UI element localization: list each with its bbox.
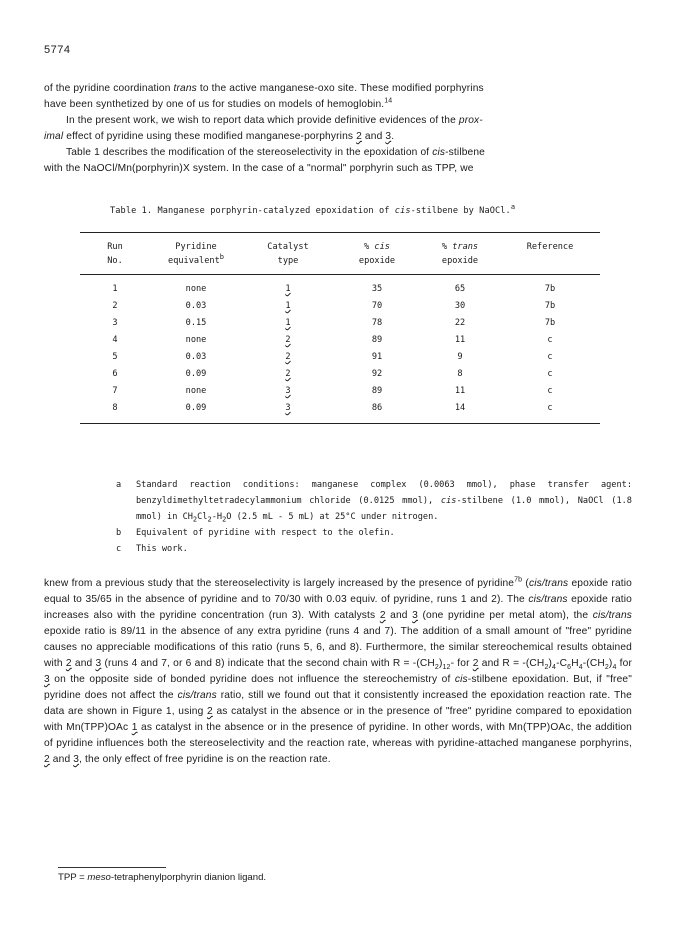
cell-pyridine: 0.09 [185,403,207,413]
cell-catalyst: 1 [285,284,291,294]
intro-paragraph [44,81,632,177]
cell-run: 3 [112,318,118,328]
header-run: Run [107,242,123,252]
table-row [80,349,600,366]
text-line: Table 1 describes the modification of the stereoselectivity in the epoxidation of cis-stilbene [66,147,485,158]
cell-catalyst: 1 [285,318,291,328]
cell-catalyst: 3 [285,403,291,413]
cell-trans: 30 [454,301,466,311]
table-row [80,383,600,400]
cell-run: 4 [112,335,118,345]
page-number: 5774 [44,44,71,56]
cell-trans: 65 [454,284,466,294]
header-reference: Reference [526,242,574,252]
cell-cis: 86 [371,403,383,413]
cell-trans: 14 [454,403,466,413]
cell-cis: 91 [371,352,383,362]
footnote: TPP = meso-tetraphenylporphyrin dianion ligand. [58,872,267,883]
table-notes [116,477,632,557]
header-pyridine: Pyridine [175,242,217,252]
table-caption: Table 1. Manganese porphyrin-catalyzed epoxidation of cis-stilbene by NaOCl.$^a$ [110,203,516,216]
cell-reference: 7b [544,301,556,311]
cell-cis: 70 [371,301,383,311]
header-trans-sub: epoxide [441,256,479,266]
cell-cis: 89 [371,386,383,396]
cell-cis: 92 [371,369,383,379]
text-line: of the pyridine coordination trans to the active manganese-oxo site. These modified porphyrins [44,83,484,94]
cell-pyridine: none [185,335,207,345]
header-trans: % trans [441,242,479,252]
header-reference-sub [500,254,600,275]
cell-reference: c [547,386,553,396]
cell-pyridine: 0.03 [185,352,207,362]
header-cis: % cis [364,242,390,252]
cell-catalyst: 2 [285,352,291,362]
cell-trans: 22 [454,318,466,328]
cell-cis: 35 [371,284,383,294]
cell-run: 8 [112,403,118,413]
cell-reference: c [547,335,553,345]
text-line: with the NaOCl/Mn(porphyrin)X system. In the case of a "normal" porphyrin such as TPP, we [44,163,474,174]
discussion-paragraph: knew from a previous study that the stereoselectivity is largely increased by the presence of pyridine$^{7b}$ (cis/trans epoxide ratio equal to 35/65 in the absence of pyridine and to 70/30 with 0.03 equiv. of pyridine, runs 1 and 2). The cis/trans epoxide ratio increases also with the pyridine concentration (run 3). With catalysts 2 and 3 (one pyridine per metal atom), the cis/trans epoxide ratio is 89/11 in the absence of any extra pyridine (runs 4 and 7). The addition of a small amount of "free" pyridine causes no appreciable modifications of this ratio (runs 5, 6, and 8). Furthermore, the similar stereochemical results obtained with 2 and 3 (runs 4 and 7, or 6 and 8) indicate that the second chain with $R = -(CH_2)_{12}-$ for 2 and $R = -(CH_2)_4-C_6H_4-(CH_2)_4$ for 3 on the opposite side of bonded pyridine does not influence the stereochemistry of cis-stilbene epoxidation. But, if "free" pyridine does not affect the cis/trans ratio, still we found out that it consistently increased the epoxidation reaction rate. The data are shown in Figure 1, using 2 as catalyst in the absence or in the presence of "free" pyridine compared to epoxidation with Mn(TPP)OAc 1 as catalyst in the absence or in the presence of pyridine. In other words, with Mn(TPP)OAc, the addition of pyridine influences both the stereoselectivity and the reaction rate, whereas with pyridine-attached manganese porphyrins, 2 and 3, the only effect of free pyridine is on the reaction rate. [44,576,633,765]
note-b: b Equivalent of pyridine with respect to the olefin. [116,528,395,538]
header-catalyst: Catalyst [267,242,309,252]
table-row [80,400,600,424]
header-cis-sub: epoxide [358,256,396,266]
table-row [80,275,600,299]
text-line: In the present work, we wish to report data which provide definitive evidences of the prox- [66,115,483,126]
cell-catalyst: 1 [285,301,291,311]
cell-pyridine: none [185,284,207,294]
cell-trans: 8 [457,369,463,379]
cell-catalyst: 2 [285,335,291,345]
footnote-rule [58,867,166,868]
header-catalyst-sub: type [277,256,299,266]
cell-cis: 89 [371,335,383,345]
cell-cis: 78 [371,318,383,328]
cell-catalyst: 3 [285,386,291,396]
cell-run: 2 [112,301,118,311]
cell-reference: c [547,352,553,362]
table-row [80,315,600,332]
cell-reference: c [547,369,553,379]
note-c: c This work. [116,544,188,554]
cell-run: 1 [112,284,118,294]
text-line: have been synthetized by one of us for studies on models of hemoglobin.$^{14}$ [44,97,393,110]
table-row [80,366,600,383]
cell-pyridine: 0.09 [185,369,207,379]
cell-reference: c [547,403,553,413]
cell-run: 7 [112,386,118,396]
cell-pyridine: none [185,386,207,396]
results-table [80,232,600,424]
cell-trans: 9 [457,352,463,362]
cell-catalyst: 2 [285,369,291,379]
cell-trans: 11 [454,386,466,396]
header-run-sub: No. [107,256,123,266]
cell-pyridine: 0.03 [185,301,207,311]
table-row [80,332,600,349]
header-pyridine-sub: equivalent$^b$ [168,253,224,266]
cell-reference: 7b [544,284,556,294]
table-row [80,298,600,315]
cell-trans: 11 [454,335,466,345]
cell-run: 5 [112,352,118,362]
note-a: a Standard reaction conditions: manganese complex (0.0063 mmol), phase transfer agent: benzyldimethyltetradecylammonium chloride (0.0125 mmol), cis-stilbene (1.0 mmol), NaOCl (1.8 mmol) in $CH_2Cl_2-H_2O$ (2.5 mL - 5 mL) at 25°C under nitrogen. [116,480,632,524]
cell-reference: 7b [544,318,556,328]
cell-pyridine: 0.15 [185,318,207,328]
cell-run: 6 [112,369,118,379]
text-line: imal effect of pyridine using these modified manganese-porphyrins 2 and 3. [44,131,395,142]
